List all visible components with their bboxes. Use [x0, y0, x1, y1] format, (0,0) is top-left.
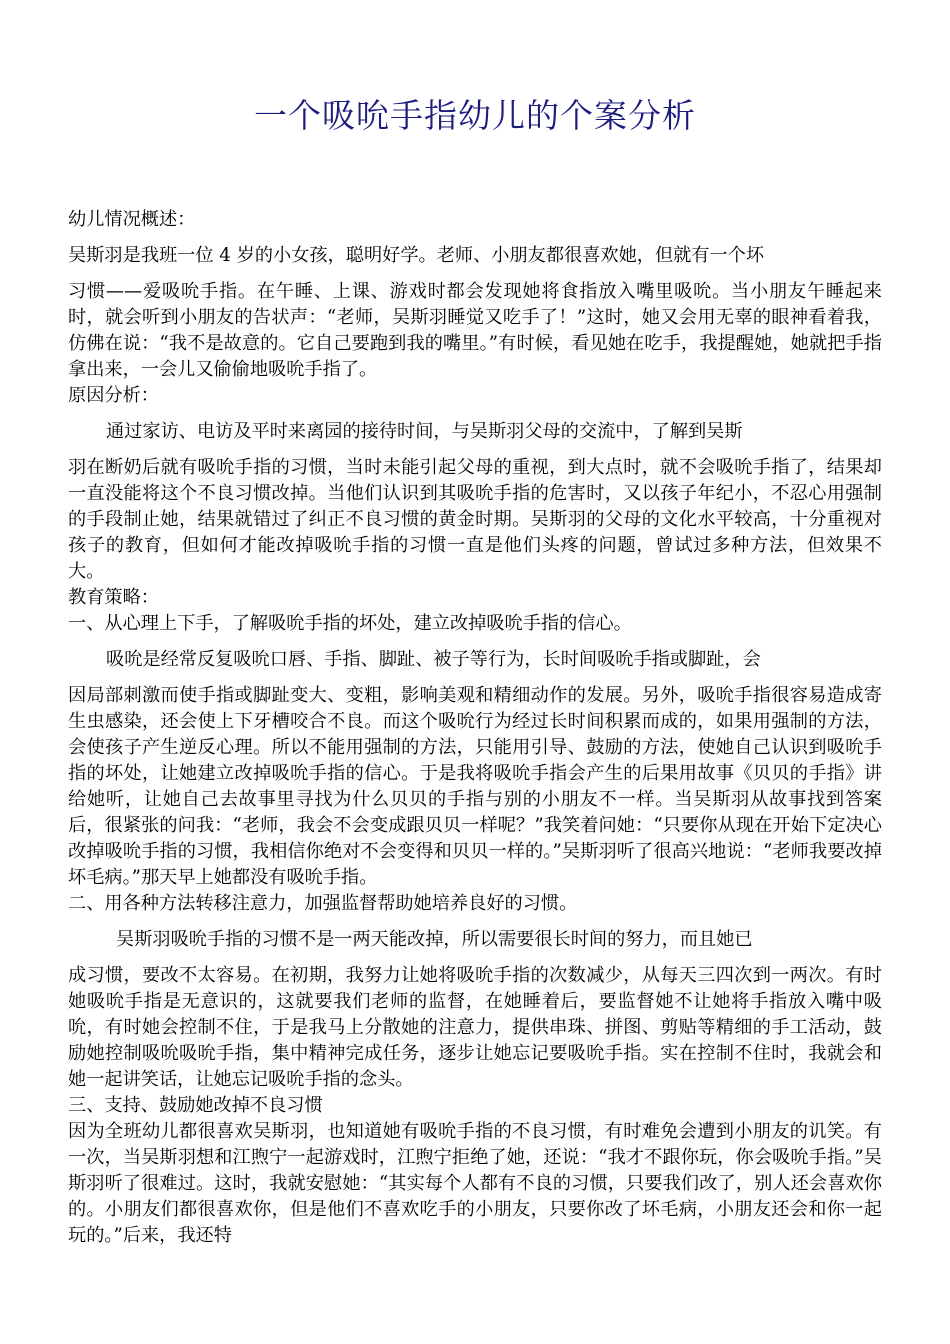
strategy-2-paragraph: 成习惯，要改不太容易。在初期，我努力让她将吸吮手指的次数减少，从每天三四次到一两次。有时她吸吮手指是无意识的，这就要我们老师的监督，在她睡着后，要监督她不让她将手指放入嘴中吸吮，有时她会控制不住，于是我马上分散她的注意力，提供串珠、拼图、剪贴等精细的手工活动，鼓励她控制吸吮吸吮手指，集中精神完成任务，逐步让她忘记要吸吮手指。实在控制不住时，我就会和她一起讲笑话，让她忘记吸吮手指的念头。 — [68, 965, 882, 1090]
overview-first-line: 吴斯羽是我班一位 4 岁的小女孩，聪明好学。老师、小朋友都很喜欢她，但就有一个坏 — [68, 245, 765, 266]
strategy-3-paragraph: 因为全班幼儿都很喜欢吴斯羽，也知道她有吸吮手指的不良习惯，有时难免会遭到小朋友的讥笑。有一次，当吴斯羽想和江煦宁一起游戏时，江煦宁拒绝了她，还说：“我才不跟你玩，你会吸吮手指。”吴斯羽听了很难过。这时，我就安慰她：“其实每个人都有不良的习惯，只要我们改了，别人还会喜欢你的。小朋友们都很喜欢你，但是他们不喜欢吃手的小朋友，只要你改了坏毛病，小朋友还会和你一起玩的。”后来，我还特 — [68, 1121, 882, 1246]
strategy-subheading-2: 二、用各种方法转移注意力，加强监督帮助她培养良好的习惯。 — [68, 893, 578, 914]
section-heading-overview: 幼儿情况概述： — [68, 209, 196, 230]
section-heading-strategy: 教育策略： — [68, 587, 159, 608]
strategy-1-first-line: 吸吮是经常反复吸吮口唇、手指、脚趾、被子等行为，长时间吸吮手指或脚趾，会 — [106, 649, 761, 670]
document-title: 一个吸吮手指幼儿的个案分析 — [254, 96, 696, 135]
causes-paragraph: 羽在断奶后就有吸吮手指的习惯，当时未能引起父母的重视，到大点时，就不会吸吮手指了，结果却一直没能将这个不良习惯改掉。当他们认识到其吸吮手指的危害时，又以孩子年纪小，不忍心用强制的手段制止她，结果就错过了纠正不良习惯的黄金时期。吴斯羽的父母的文化水平较高，十分重视对孩子的教育，但如何才能改掉吸吮手指的习惯一直是他们头疼的问题，曾试过多种方法，但效果不大。 — [68, 457, 882, 582]
overview-paragraph: 习惯——爱吸吮手指。在午睡、上课、游戏时都会发现她将食指放入嘴里吸吮。当小朋友午睡起来时，就会听到小朋友的告状声：“老师，吴斯羽睡觉又吃手了！”这时，她又会用无辜的眼神看着我，仿佛在说：“我不是故意的。它自己要跑到我的嘴里。”有时候，看见她在吃手，我提醒她，她就把手指拿出来，一会儿又偷偷地吸吮手指了。 — [68, 281, 882, 380]
strategy-1-paragraph: 因局部刺激而使手指或脚趾变大、变粗，影响美观和精细动作的发展。另外，吸吮手指很容易造成寄生虫感染，还会使上下牙槽咬合不良。而这个吸吮行为经过长时间积累而成的，如果用强制的方法，会使孩子产生逆反心理。所以不能用强制的方法，只能用引导、鼓励的方法，使她自己认识到吸吮手指的坏处，让她建立改掉吸吮手指的信心。于是我将吸吮手指会产生的后果用故事《贝贝的手指》讲给她听，让她自己去故事里寻找为什么贝贝的手指与别的小朋友不一样。当吴斯羽从故事找到答案后，很紧张的问我：“老师，我会不会变成跟贝贝一样呢？”我笑着问她：“只要你从现在开始下定决心改掉吸吮手指的习惯，我相信你绝对不会变得和贝贝一样的。”吴斯羽听了很高兴地说：“老师我要改掉坏毛病。”那天早上她都没有吸吮手指。 — [68, 685, 882, 888]
document-body — [68, 207, 882, 1249]
strategy-subheading-3: 三、支持、鼓励她改掉不良习惯 — [68, 1095, 323, 1116]
causes-first-line: 通过家访、电访及平时来离园的接待时间，与吴斯羽父母的交流中，了解到吴斯 — [106, 421, 743, 442]
strategy-subheading-1: 一、从心理上下手，了解吸吮手指的坏处，建立改掉吸吮手指的信心。 — [68, 613, 632, 634]
section-heading-causes: 原因分析： — [68, 385, 159, 406]
strategy-2-first-line: 吴斯羽吸吮手指的习惯不是一两天能改掉，所以需要很长时间的努力，而且她已 — [116, 929, 753, 950]
